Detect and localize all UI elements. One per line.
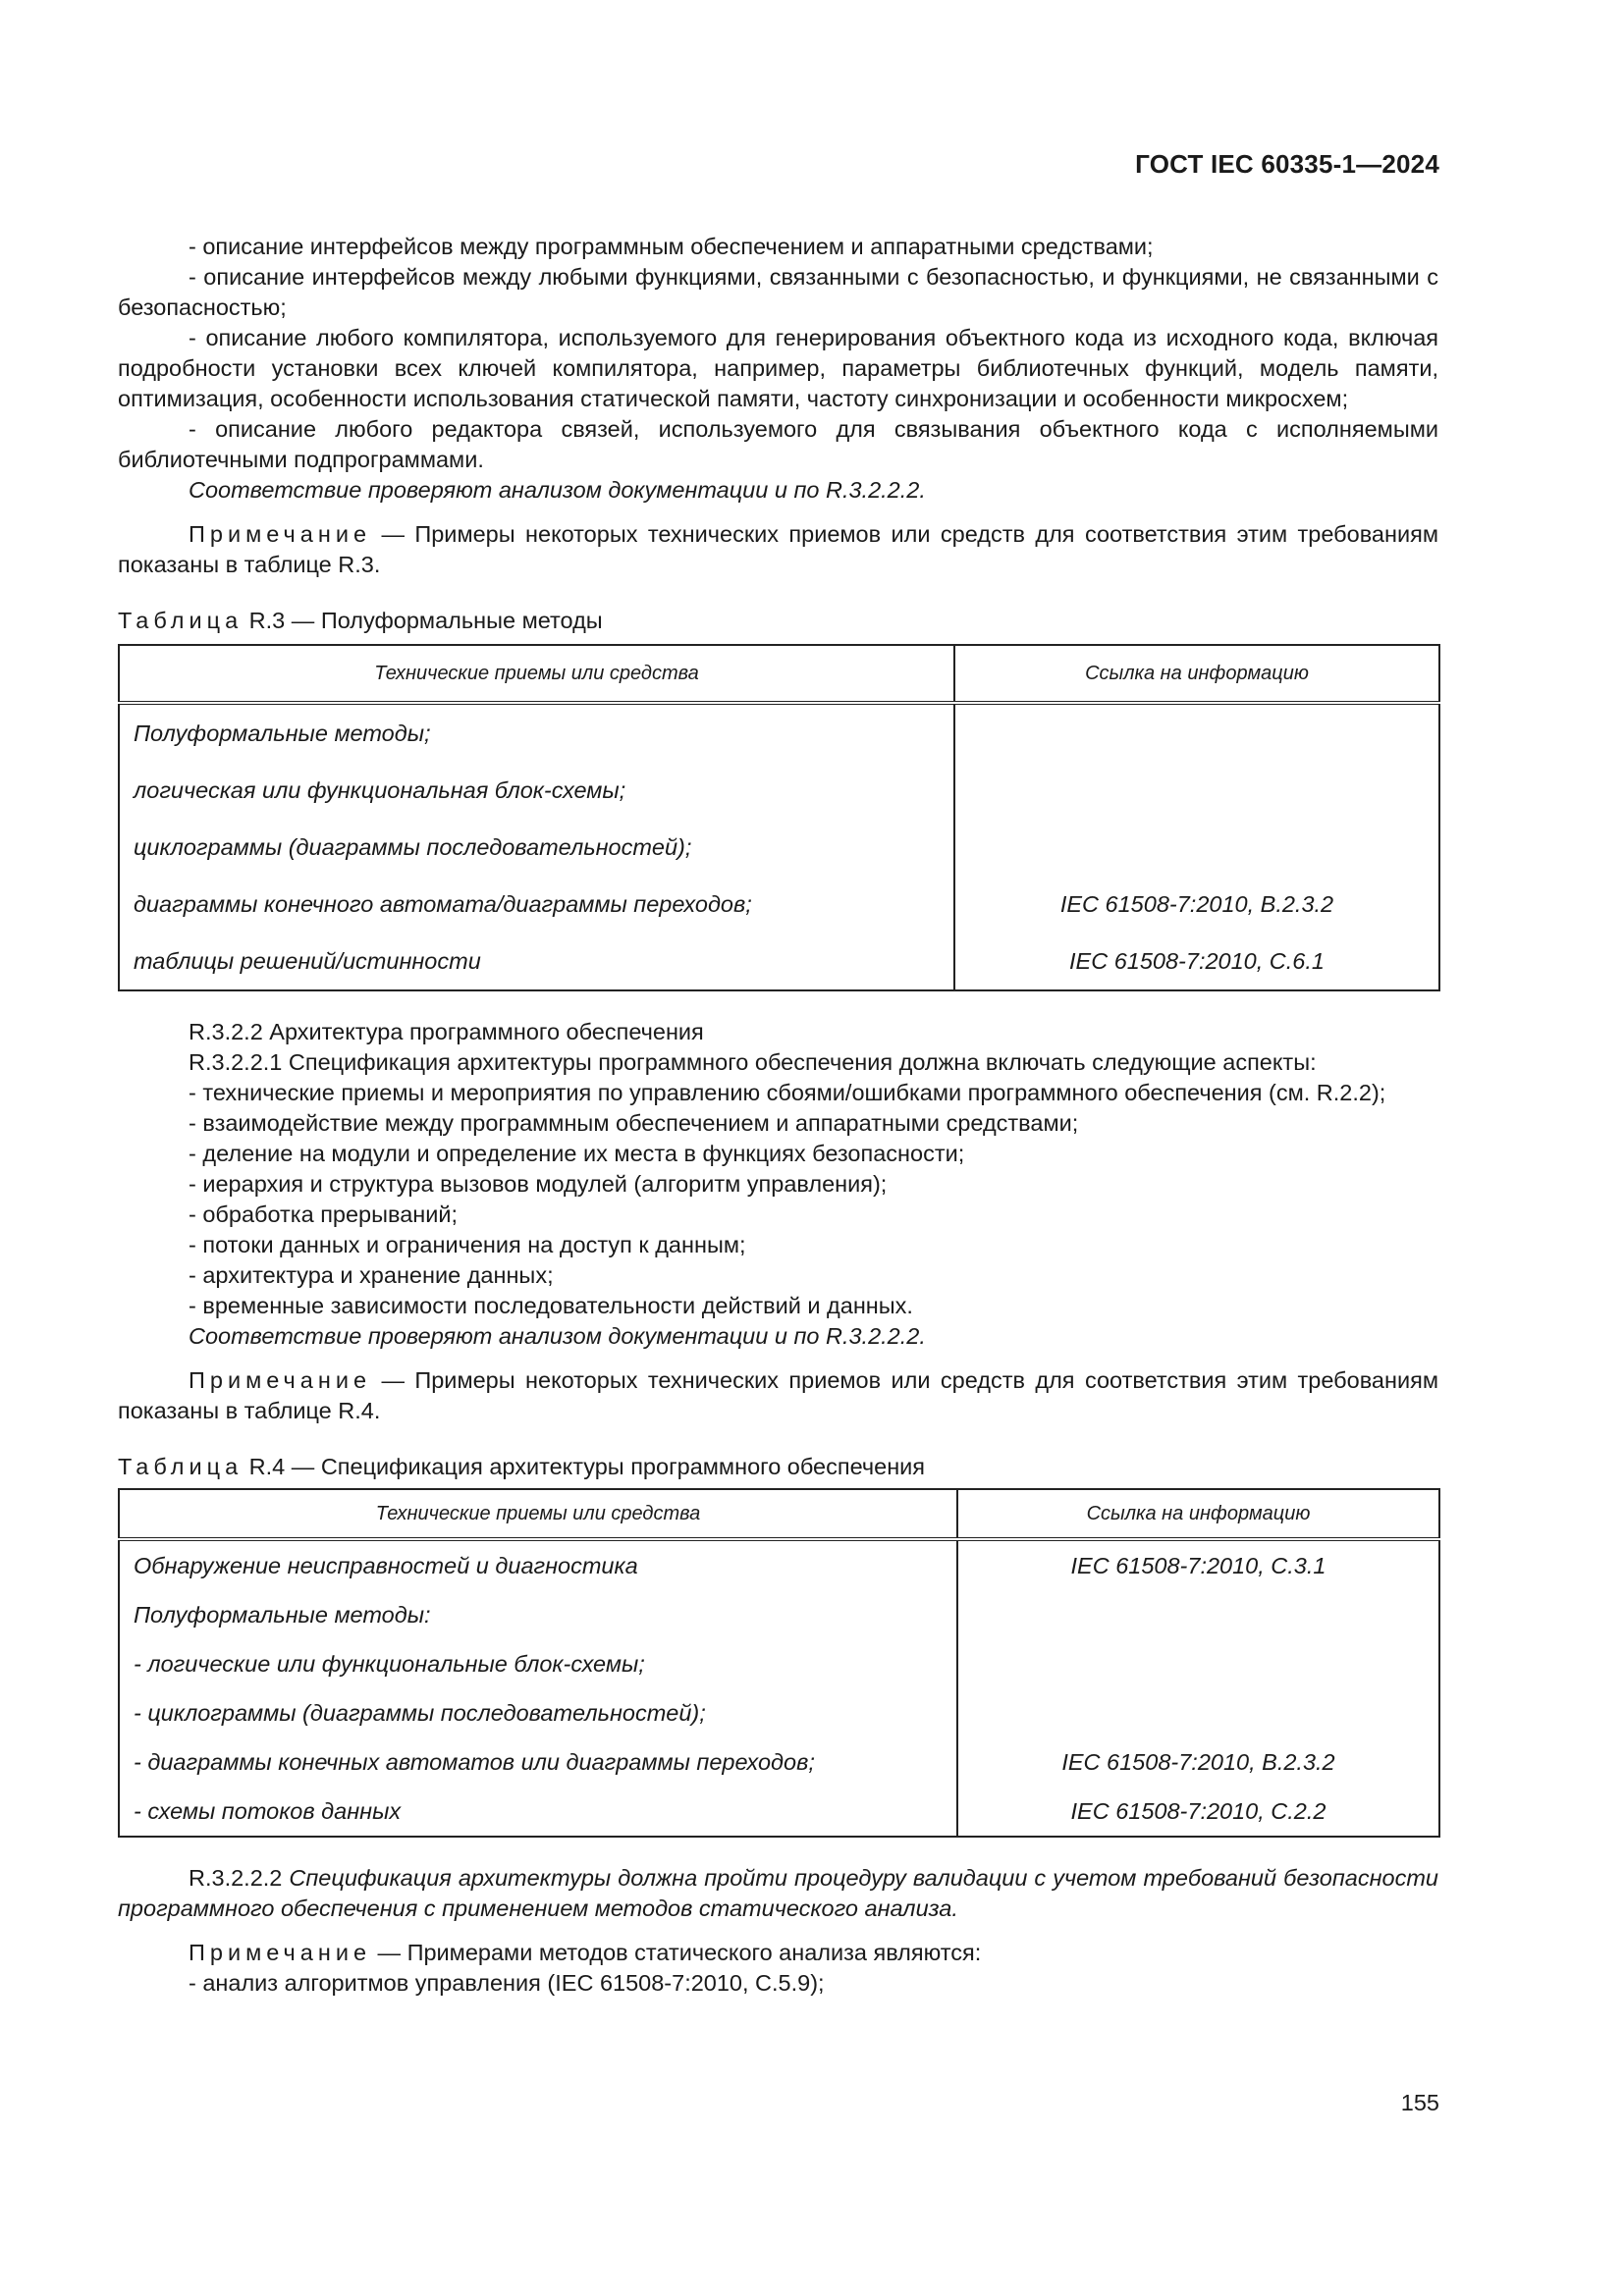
reference-cell [954, 703, 1439, 990]
table-cell-text [955, 705, 1438, 762]
table-r3 [118, 644, 1440, 991]
list-item: - описание любого компилятора, используемого для генерирования объектного кода из исходного кода, включая подробности установки всех ключей компилятора, например, параметры библиотечных функций, модель памяти, оптимизация, особенности использования статической памяти, частоту синхронизации и особенности микросхем; [118, 325, 1438, 411]
note-label: Примечание [189, 1367, 372, 1393]
table-cell-text [958, 1688, 1438, 1737]
note-text: — Примерами методов статического анализа являются: [371, 1940, 982, 1965]
note-text: — Примеры некоторых технических приемов или средств для соответствия этим требованиям показаны в таблице R.3. [118, 521, 1438, 577]
list-item: - анализ алгоритмов управления (IEC 61508-7:2010, C.5.9); [189, 1970, 825, 1996]
table-cell-text: IEC 61508-7:2010, B.2.3.2 [1059, 891, 1334, 917]
table-caption-label: Таблица [118, 608, 244, 633]
section-heading: R.3.2.2 Архитектура программного обеспечения [189, 1019, 704, 1044]
table-cell-text [958, 1590, 1438, 1639]
technique-cell [119, 1539, 957, 1837]
table-row [119, 703, 1439, 990]
table-caption-text: R.4 — Спецификация архитектуры программного обеспечения [243, 1454, 926, 1479]
document-code-header: ГОСТ IEC 60335-1—2024 [1135, 149, 1439, 179]
column-header-technique: Технические приемы или средства [119, 645, 954, 703]
list-item: - описание интерфейсов между любыми функциями, связанными с безопасностью, и функциями, не связанными с безопасностью; [118, 264, 1438, 320]
table-caption-text: R.3 — Полуформальные методы [243, 608, 603, 633]
list-item: - архитектура и хранение данных; [189, 1262, 554, 1288]
table-cell-text: логическая или функциональная блок-схемы; [134, 777, 626, 803]
table-caption [118, 606, 1438, 636]
table-cell-text: Полуформальные методы: [134, 1602, 431, 1628]
table-caption-label: Таблица [118, 1454, 244, 1479]
table-cell-text: IEC 61508-7:2010, B.2.3.2 [1061, 1749, 1335, 1775]
compliance-statement: Соответствие проверяют анализом документации и по R.3.2.2.2. [189, 1323, 926, 1349]
table-cell-text: - диаграммы конечных автоматов или диаграммы переходов; [134, 1749, 815, 1775]
column-header-reference: Ссылка на информацию [954, 645, 1439, 703]
table-caption [118, 1452, 1438, 1482]
list-item: - иерархия и структура вызовов модулей (алгоритм управления); [189, 1171, 888, 1197]
table-cell-text [955, 762, 1438, 819]
compliance-statement: Соответствие проверяют анализом документации и по R.3.2.2.2. [189, 477, 926, 503]
table-cell-text: IEC 61508-7:2010, C.2.2 [1070, 1798, 1326, 1824]
table-cell-text [955, 819, 1438, 876]
reference-cell [957, 1539, 1439, 1837]
list-item: - обработка прерываний; [189, 1201, 459, 1227]
table-cell-text: циклограммы (диаграммы последовательностей); [134, 834, 692, 860]
page-number: 155 [1400, 2090, 1439, 2115]
main-content [118, 232, 1438, 1999]
table-cell-text: IEC 61508-7:2010, C.6.1 [1069, 948, 1325, 974]
clause-text: Спецификация архитектуры должна пройти процедуру валидации с учетом требований безопасности программного обеспечения с применением методов статического анализа. [118, 1865, 1438, 1921]
column-header-technique: Технические приемы или средства [119, 1489, 957, 1539]
table-header-row [119, 645, 1439, 703]
table-cell-text: IEC 61508-7:2010, C.3.1 [1070, 1553, 1326, 1578]
list-item: - временные зависимости последовательности действий и данных. [189, 1293, 913, 1318]
section-intro: R.3.2.2.1 Спецификация архитектуры программного обеспечения должна включать следующие аспекты: [189, 1049, 1317, 1075]
note-paragraph [118, 519, 1438, 580]
note-text: — Примеры некоторых технических приемов или средств для соответствия этим требованиям показаны в таблице R.4. [118, 1367, 1438, 1423]
table-header-row [119, 1489, 1439, 1539]
table-cell-text: - циклограммы (диаграммы последовательностей); [134, 1700, 706, 1726]
list-item: - деление на модули и определение их места в функциях безопасности; [189, 1141, 965, 1166]
note-paragraph [118, 1938, 1438, 1968]
table-r4 [118, 1488, 1440, 1838]
note-paragraph [118, 1365, 1438, 1426]
list-item: - технические приемы и мероприятия по управлению сбоями/ошибками программного обеспечения (см. R.2.2); [189, 1080, 1386, 1105]
technique-cell [119, 703, 954, 990]
column-header-reference: Ссылка на информацию [957, 1489, 1439, 1539]
table-cell-text: диаграммы конечного автомата/диаграммы переходов; [134, 891, 752, 917]
table-cell-text: - логические или функциональные блок-схемы; [134, 1651, 645, 1677]
table-cell-text: - схемы потоков данных [134, 1798, 402, 1824]
table-row [119, 1539, 1439, 1837]
note-label: Примечание [189, 1940, 372, 1965]
table-cell-text [958, 1639, 1438, 1688]
list-item: - потоки данных и ограничения на доступ к данным; [189, 1232, 746, 1257]
list-item: - взаимодействие между программным обеспечением и аппаратными средствами; [189, 1110, 1079, 1136]
requirement-paragraph [118, 1863, 1438, 1924]
table-cell-text: Обнаружение неисправностей и диагностика [134, 1553, 638, 1578]
table-cell-text: Полуформальные методы; [134, 721, 431, 746]
list-item: - описание любого редактора связей, используемого для связывания объектного кода с исполняемыми библиотечными подпрограммами. [118, 416, 1438, 472]
table-cell-text: таблицы решений/истинности [134, 948, 481, 974]
list-item: - описание интерфейсов между программным обеспечением и аппаратными средствами; [189, 234, 1154, 259]
note-label: Примечание [189, 521, 372, 547]
clause-number: R.3.2.2.2 [189, 1865, 290, 1891]
